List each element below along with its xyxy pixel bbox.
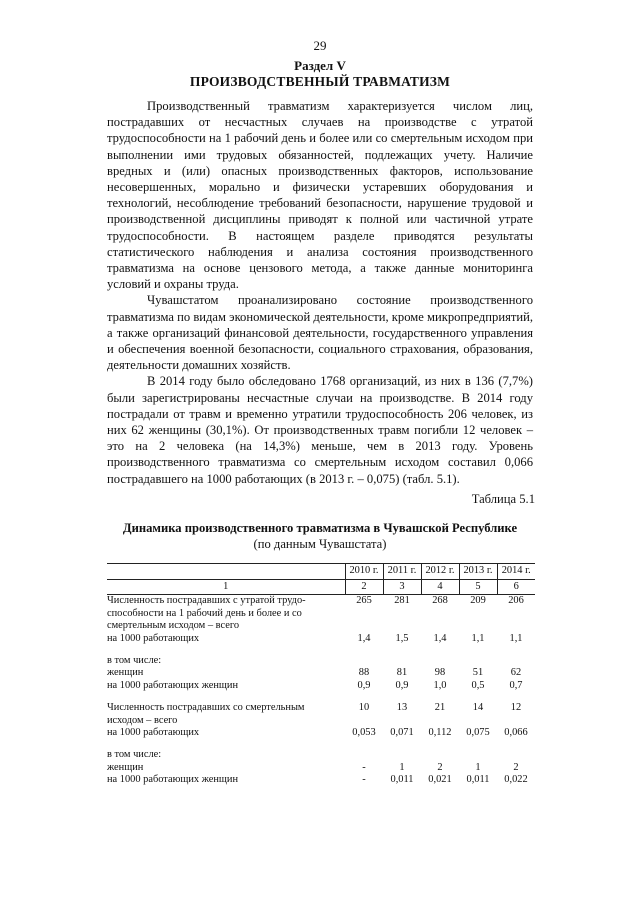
paragraph: Чувашстатом проанализировано состояние производственного травматизма по видам экономической деятельности, кроме микропредприятий, а также организаций финансовой деятельности, государственного управления и обеспечения военной безопасности, социального страхования, образования, деятельности домашних хозяйств.: [107, 293, 533, 373]
cell-value: 21: [434, 702, 446, 714]
header-cell: 2012 г.: [421, 564, 459, 580]
header-cell: 2013 г.: [459, 564, 497, 580]
cell-value: 0,011: [390, 774, 414, 786]
cell-value: [497, 749, 535, 761]
page-heading: ПРОИЗВОДСТВЕННЫЙ ТРАВМАТИЗМ: [189, 74, 451, 89]
table-label: Таблица 5.1: [471, 492, 535, 506]
row-label: в том числе:: [107, 749, 162, 761]
paragraph: В 2014 году было обследовано 1768 организаций, из них в 136 (7,7%) были зарегистрированы несчастные случаи на производстве. В 2014 году пострадали от травм и временно утратили трудоспособность 206 человек, из них 62 женщины (30,1%). От производственных травм погибли 12 человек – это на 2 человека (на 14,3%) меньше, чем в 2013 году. Уровень производственного травматизма со смертельным исходом составил 0,066 пострадавшего на 1000 работающих (в 2013 г. – 0,075) (табл. 5.1).: [107, 374, 533, 486]
column-number: 5: [459, 580, 497, 595]
row-label: Численность пострадавших со смертельным исходом – всего: [107, 702, 305, 726]
cell-value: [345, 749, 383, 761]
table-row: [107, 762, 535, 774]
row-label: Численность пострадавших с утратой трудо-способности на 1 рабочий день и более и со смертельным исходом – всего: [107, 595, 306, 632]
column-number: 6: [497, 580, 535, 595]
cell-value: 0,7: [509, 679, 523, 691]
table-row: [107, 680, 535, 692]
cell-value: 0,053: [352, 727, 376, 739]
statistics-table: [107, 563, 535, 787]
cell-value: 1,5: [395, 632, 409, 644]
column-number: 3: [383, 580, 421, 595]
cell-value: 268: [432, 595, 448, 607]
cell-value: [383, 655, 421, 667]
cell-value: 14: [472, 702, 484, 714]
body-text: [107, 98, 533, 487]
cell-value: 0,5: [471, 679, 485, 691]
cell-value: -: [362, 761, 366, 773]
row-label: на 1000 работающих женщин: [107, 679, 239, 691]
cell-value: 51: [472, 667, 484, 679]
cell-value: 265: [356, 595, 372, 607]
cell-value: [421, 749, 459, 761]
cell-value: 0,022: [504, 774, 528, 786]
row-label: женщин: [107, 667, 144, 679]
column-number: 1: [107, 580, 345, 595]
cell-value: 1,0: [433, 679, 447, 691]
cell-value: 1,1: [471, 632, 485, 644]
table-row: [107, 655, 535, 667]
cell-value: [497, 655, 535, 667]
cell-value: 206: [508, 595, 524, 607]
header-cell: [107, 564, 345, 580]
table-row: [107, 667, 535, 679]
page-number: 29: [313, 38, 327, 53]
row-label: женщин: [107, 761, 144, 773]
table-row: [107, 749, 535, 761]
table-row: [107, 727, 535, 739]
cell-value: [459, 749, 497, 761]
cell-value: 88: [358, 667, 370, 679]
row-label: в том числе:: [107, 655, 162, 667]
cell-value: 1,4: [357, 632, 371, 644]
cell-value: 2: [437, 761, 443, 773]
cell-value: 0,066: [504, 727, 528, 739]
cell-value: 12: [510, 702, 522, 714]
cell-value: 0,112: [428, 727, 452, 739]
table-row: [107, 774, 535, 786]
cell-value: 0,071: [390, 727, 414, 739]
cell-value: 0,021: [428, 774, 452, 786]
table-subtitle: (по данным Чувашстата): [253, 537, 387, 551]
cell-value: 0,9: [395, 679, 409, 691]
column-number: 4: [421, 580, 459, 595]
cell-value: 281: [394, 595, 410, 607]
cell-value: 62: [510, 667, 522, 679]
cell-value: 1,1: [509, 632, 523, 644]
paragraph: Производственный травматизм характеризуется числом лиц, пострадавших от несчастных случаев на производстве с утратой трудоспособности на 1 рабочий день и более или со смертельным исходом при выполнении ими трудовых обязанностей, подлежащих учету. Наличие вредных и (или) опасных производственных факторов, использование несовершенных, морально и физически устаревших оборудования и технологий, несоблюдение требований безопасности, нарушение трудовой и производственной дисциплины приводят к полной или частичной утрате трудоспособности. В настоящем разделе приводятся результаты статистического наблюдения и анализа состояния производственного травматизма на основе цензового метода, а также данные мониторинга условий и охраны труда.: [107, 99, 533, 292]
header-cell: 2010 г.: [345, 564, 383, 580]
cell-value: 0,011: [466, 774, 490, 786]
cell-value: [345, 655, 383, 667]
table-header-row: [107, 564, 535, 580]
header-cell: 2014 г.: [497, 564, 535, 580]
table-row: [107, 595, 535, 633]
cell-value: 2: [513, 761, 519, 773]
cell-value: 81: [396, 667, 408, 679]
cell-value: [459, 655, 497, 667]
row-label: на 1000 работающих: [107, 727, 200, 739]
cell-value: -: [362, 774, 366, 786]
cell-value: 10: [358, 702, 370, 714]
section-label: Раздел V: [294, 58, 346, 73]
cell-value: 0,9: [357, 679, 371, 691]
cell-value: 0,075: [466, 727, 490, 739]
column-number-row: [107, 580, 535, 595]
table-row: [107, 702, 535, 727]
row-label: на 1000 работающих: [107, 632, 200, 644]
header-cell: 2011 г.: [383, 564, 421, 580]
row-label: на 1000 работающих женщин: [107, 774, 239, 786]
cell-value: 1: [475, 761, 481, 773]
column-number: 2: [345, 580, 383, 595]
cell-value: 13: [396, 702, 408, 714]
cell-value: 98: [434, 667, 446, 679]
table-row: [107, 633, 535, 645]
cell-value: [383, 749, 421, 761]
cell-value: [421, 655, 459, 667]
cell-value: 1,4: [433, 632, 447, 644]
table-title: Динамика производственного травматизма в Чувашской Республике: [122, 521, 518, 535]
cell-value: 209: [470, 595, 486, 607]
cell-value: 1: [399, 761, 405, 773]
